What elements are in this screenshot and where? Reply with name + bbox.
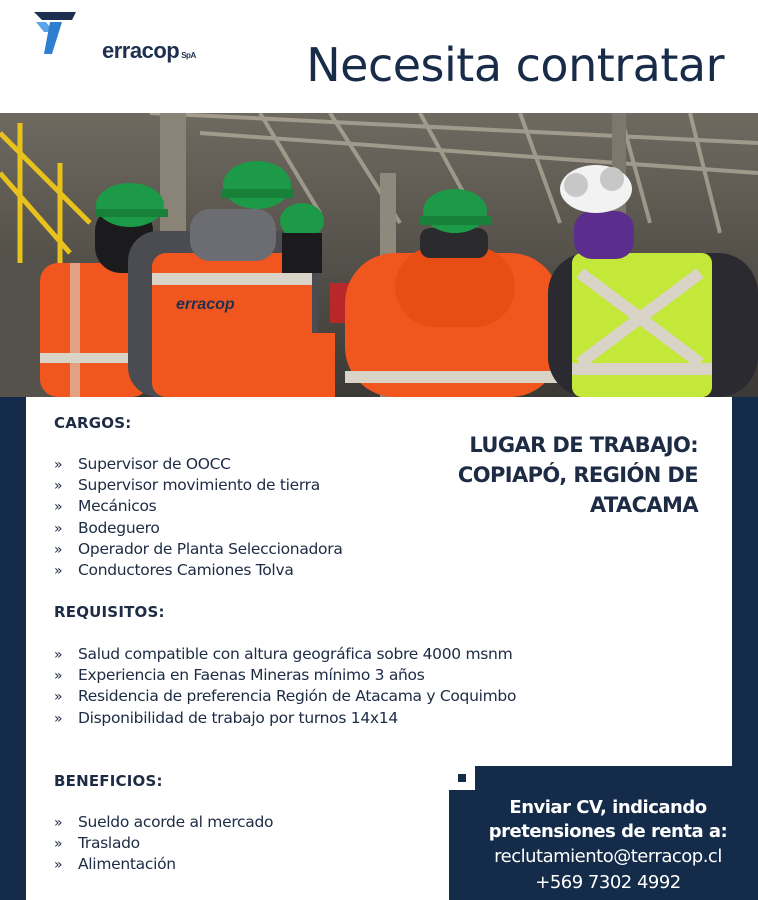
cargos-title: CARGOS: [54, 414, 132, 432]
terracop-logo-mark-icon [32, 10, 82, 58]
list-item: » Alimentación [54, 855, 176, 874]
contact-instruction: pretensiones de renta a: [488, 821, 728, 842]
work-location [458, 430, 698, 520]
list-item: » Bodeguero [54, 518, 160, 537]
list-item: » Supervisor movimiento de tierra [54, 476, 320, 495]
workers-photo [0, 113, 758, 397]
contact-info [478, 796, 738, 896]
list-item: » Residencia de preferencia Región de Atacama y Coquimbo [54, 687, 517, 706]
decor-square [458, 774, 466, 782]
list-item: » Supervisor de OOCC [54, 455, 231, 473]
requisitos-title: REQUISITOS: [54, 603, 165, 621]
beneficios-title: BENEFICIOS: [54, 772, 163, 790]
list-item: » Salud compatible con altura geográfica sobre 4000 msnm [54, 645, 513, 663]
list-item: » Conductores Camiones Tolva [54, 560, 294, 579]
list-item: » Experiencia en Faenas Mineras mínimo 3 años [54, 666, 425, 685]
location-line: LUGAR DE TRABAJO: [469, 433, 698, 457]
location-line: ATACAMA [589, 493, 698, 517]
location-line: COPIAPÓ, REGIÓN DE [457, 463, 698, 487]
list-item: » Traslado [54, 834, 140, 853]
header [0, 0, 758, 113]
workers-illustration [0, 113, 758, 397]
list-item: » Mecánicos [54, 497, 157, 516]
terracop-logo [32, 10, 196, 63]
page-title: Necesita contratar [306, 38, 724, 92]
beneficios-list [54, 812, 273, 876]
brand-name: erracop SpA [102, 38, 196, 63]
cargos-list [54, 454, 343, 581]
decor-square [466, 782, 474, 790]
list-item: » Operador de Planta Seleccionadora [54, 539, 343, 558]
list-item: » Disponibilidad de trabajo por turnos 14x14 [54, 708, 398, 727]
list-item: » Sueldo acorde al mercado [54, 813, 274, 831]
vest-logo-text: erracop [176, 296, 235, 313]
contact-instruction: Enviar CV, indicando [509, 797, 707, 818]
contact-phone[interactable]: +569 7302 4992 [535, 872, 681, 893]
requisitos-list [54, 644, 516, 729]
contact-email[interactable]: reclutamiento@terracop.cl [494, 846, 722, 867]
